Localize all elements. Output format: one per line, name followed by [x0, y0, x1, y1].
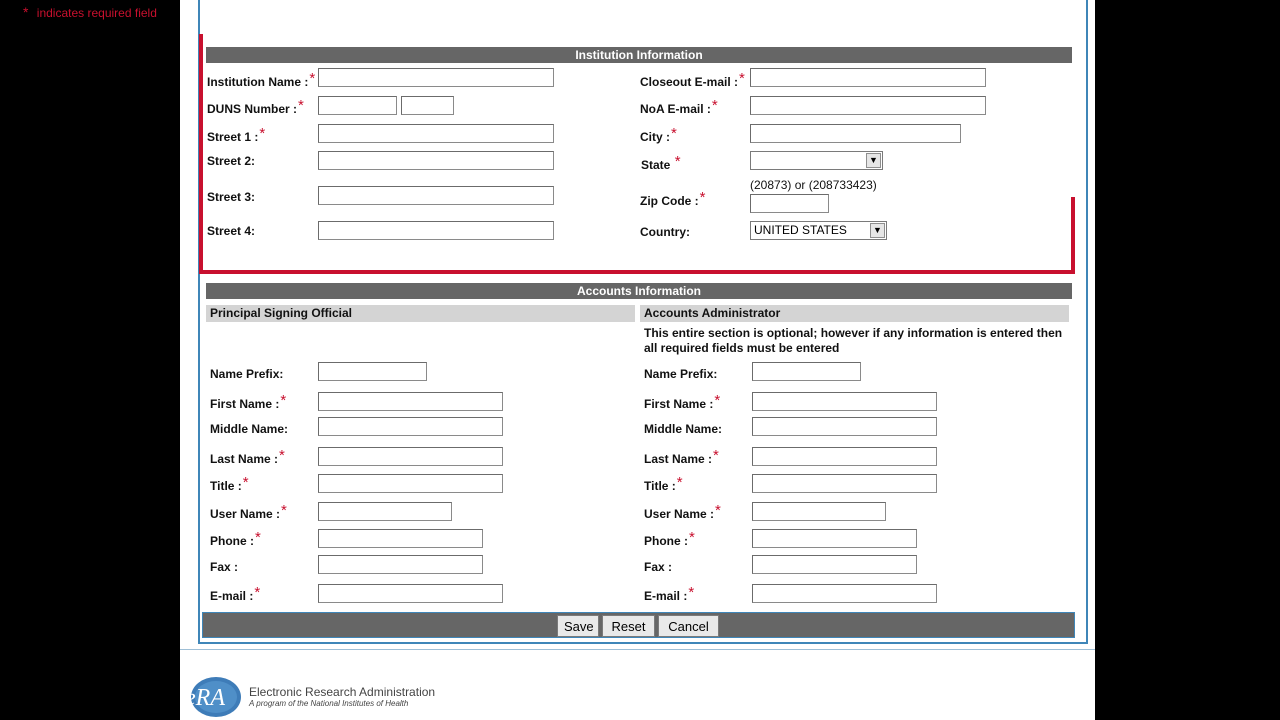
save-button[interactable]: Save	[557, 615, 599, 637]
required-field-note	[23, 4, 157, 20]
city-label: City :*	[640, 125, 677, 144]
country-label: Country:	[640, 225, 690, 239]
duns-number-input-1[interactable]	[318, 96, 397, 115]
pso-last-name-input[interactable]	[318, 447, 503, 466]
admin-title-input[interactable]	[752, 474, 937, 493]
admin-e-mail-label: E-mail :*	[644, 584, 695, 603]
pso-header: Principal Signing Official	[206, 305, 635, 322]
zip-code-hint: (20873) or (208733423)	[750, 178, 877, 192]
admin-last-name-label: Last Name :*	[644, 447, 719, 466]
footer-title: Electronic Research Administration	[249, 685, 436, 699]
pso-user-name-label: User Name :*	[210, 502, 287, 521]
noa-email-label: NoA E-mail :*	[640, 97, 718, 116]
admin-fax-input[interactable]	[752, 555, 917, 574]
divider	[180, 649, 1095, 650]
era-logo	[182, 676, 242, 718]
pso-middle-name-label: Middle Name:	[210, 422, 289, 436]
pso-first-name-label: First Name :*	[210, 392, 287, 411]
state-select[interactable]	[750, 151, 883, 170]
pso-fax-label: Fax :	[210, 560, 239, 574]
admin-first-name-label: First Name :*	[644, 392, 721, 411]
admin-fax-label: Fax :	[644, 560, 673, 574]
logo-text: eRA	[185, 685, 225, 711]
admin-header: Accounts Administrator	[640, 305, 1069, 322]
pso-name-prefix-label: Name Prefix:	[210, 367, 284, 381]
admin-first-name-input[interactable]	[752, 392, 937, 411]
admin-note-line-2: all required fields must be entered	[644, 341, 840, 355]
admin-name-prefix-label: Name Prefix:	[644, 367, 718, 381]
state-label: State *	[641, 153, 681, 172]
reset-button[interactable]: Reset	[602, 615, 655, 637]
street1-label: Street 1 :*	[207, 125, 266, 144]
duns-number-label: DUNS Number :*	[207, 97, 304, 116]
admin-user-name-input[interactable]	[752, 502, 886, 521]
pso-first-name-input[interactable]	[318, 392, 503, 411]
admin-middle-name-input[interactable]	[752, 417, 937, 436]
street3-input[interactable]	[318, 186, 554, 205]
noa-email-input[interactable]	[750, 96, 986, 115]
street4-label: Street 4:	[207, 224, 256, 238]
city-input[interactable]	[750, 124, 961, 143]
country-selected-value: UNITED STATES	[754, 223, 847, 237]
pso-phone-input[interactable]	[318, 529, 483, 548]
admin-title-label: Title :*	[644, 474, 683, 493]
institution-section-header: Institution Information	[206, 47, 1072, 63]
street2-input[interactable]	[318, 151, 554, 170]
pso-e-mail-label: E-mail :*	[210, 584, 261, 603]
street2-label: Street 2:	[207, 154, 256, 168]
pso-last-name-label: Last Name :*	[210, 447, 285, 466]
institution-name-label: Institution Name :*	[207, 70, 316, 89]
pso-name-prefix-input[interactable]	[318, 362, 427, 381]
admin-middle-name-label: Middle Name:	[644, 422, 723, 436]
street3-label: Street 3:	[207, 190, 256, 204]
admin-name-prefix-input[interactable]	[752, 362, 861, 381]
closeout-email-label: Closeout E-mail :*	[640, 70, 745, 89]
zip-code-input[interactable]	[750, 194, 829, 213]
pso-title-input[interactable]	[318, 474, 503, 493]
country-select[interactable]	[750, 221, 887, 240]
admin-optional-note	[644, 326, 1062, 356]
pso-middle-name-input[interactable]	[318, 417, 503, 436]
zip-code-label: Zip Code :*	[640, 189, 706, 208]
admin-note-line-1: This entire section is optional; however if any information is entered then	[644, 326, 1063, 340]
institution-name-input[interactable]	[318, 68, 554, 87]
street4-input[interactable]	[318, 221, 554, 240]
admin-e-mail-input[interactable]	[752, 584, 937, 603]
admin-phone-input[interactable]	[752, 529, 917, 548]
pso-e-mail-input[interactable]	[318, 584, 503, 603]
admin-phone-label: Phone :*	[644, 529, 695, 548]
admin-last-name-input[interactable]	[752, 447, 937, 466]
pso-phone-label: Phone :*	[210, 529, 261, 548]
required-star: *	[23, 4, 29, 20]
admin-user-name-label: User Name :*	[644, 502, 721, 521]
cancel-button[interactable]: Cancel	[658, 615, 719, 637]
pso-title-label: Title :*	[210, 474, 249, 493]
closeout-email-input[interactable]	[750, 68, 986, 87]
pso-fax-input[interactable]	[318, 555, 483, 574]
pso-user-name-input[interactable]	[318, 502, 452, 521]
chevron-down-icon[interactable]: ▼	[866, 153, 881, 168]
street1-input[interactable]	[318, 124, 554, 143]
footer-subtitle: A program of the National Institutes of Health	[249, 699, 409, 708]
accounts-section-header: Accounts Information	[206, 283, 1072, 299]
required-note-text: indicates required field	[36, 6, 157, 20]
duns-number-input-2[interactable]	[401, 96, 454, 115]
chevron-down-icon[interactable]: ▼	[870, 223, 885, 238]
